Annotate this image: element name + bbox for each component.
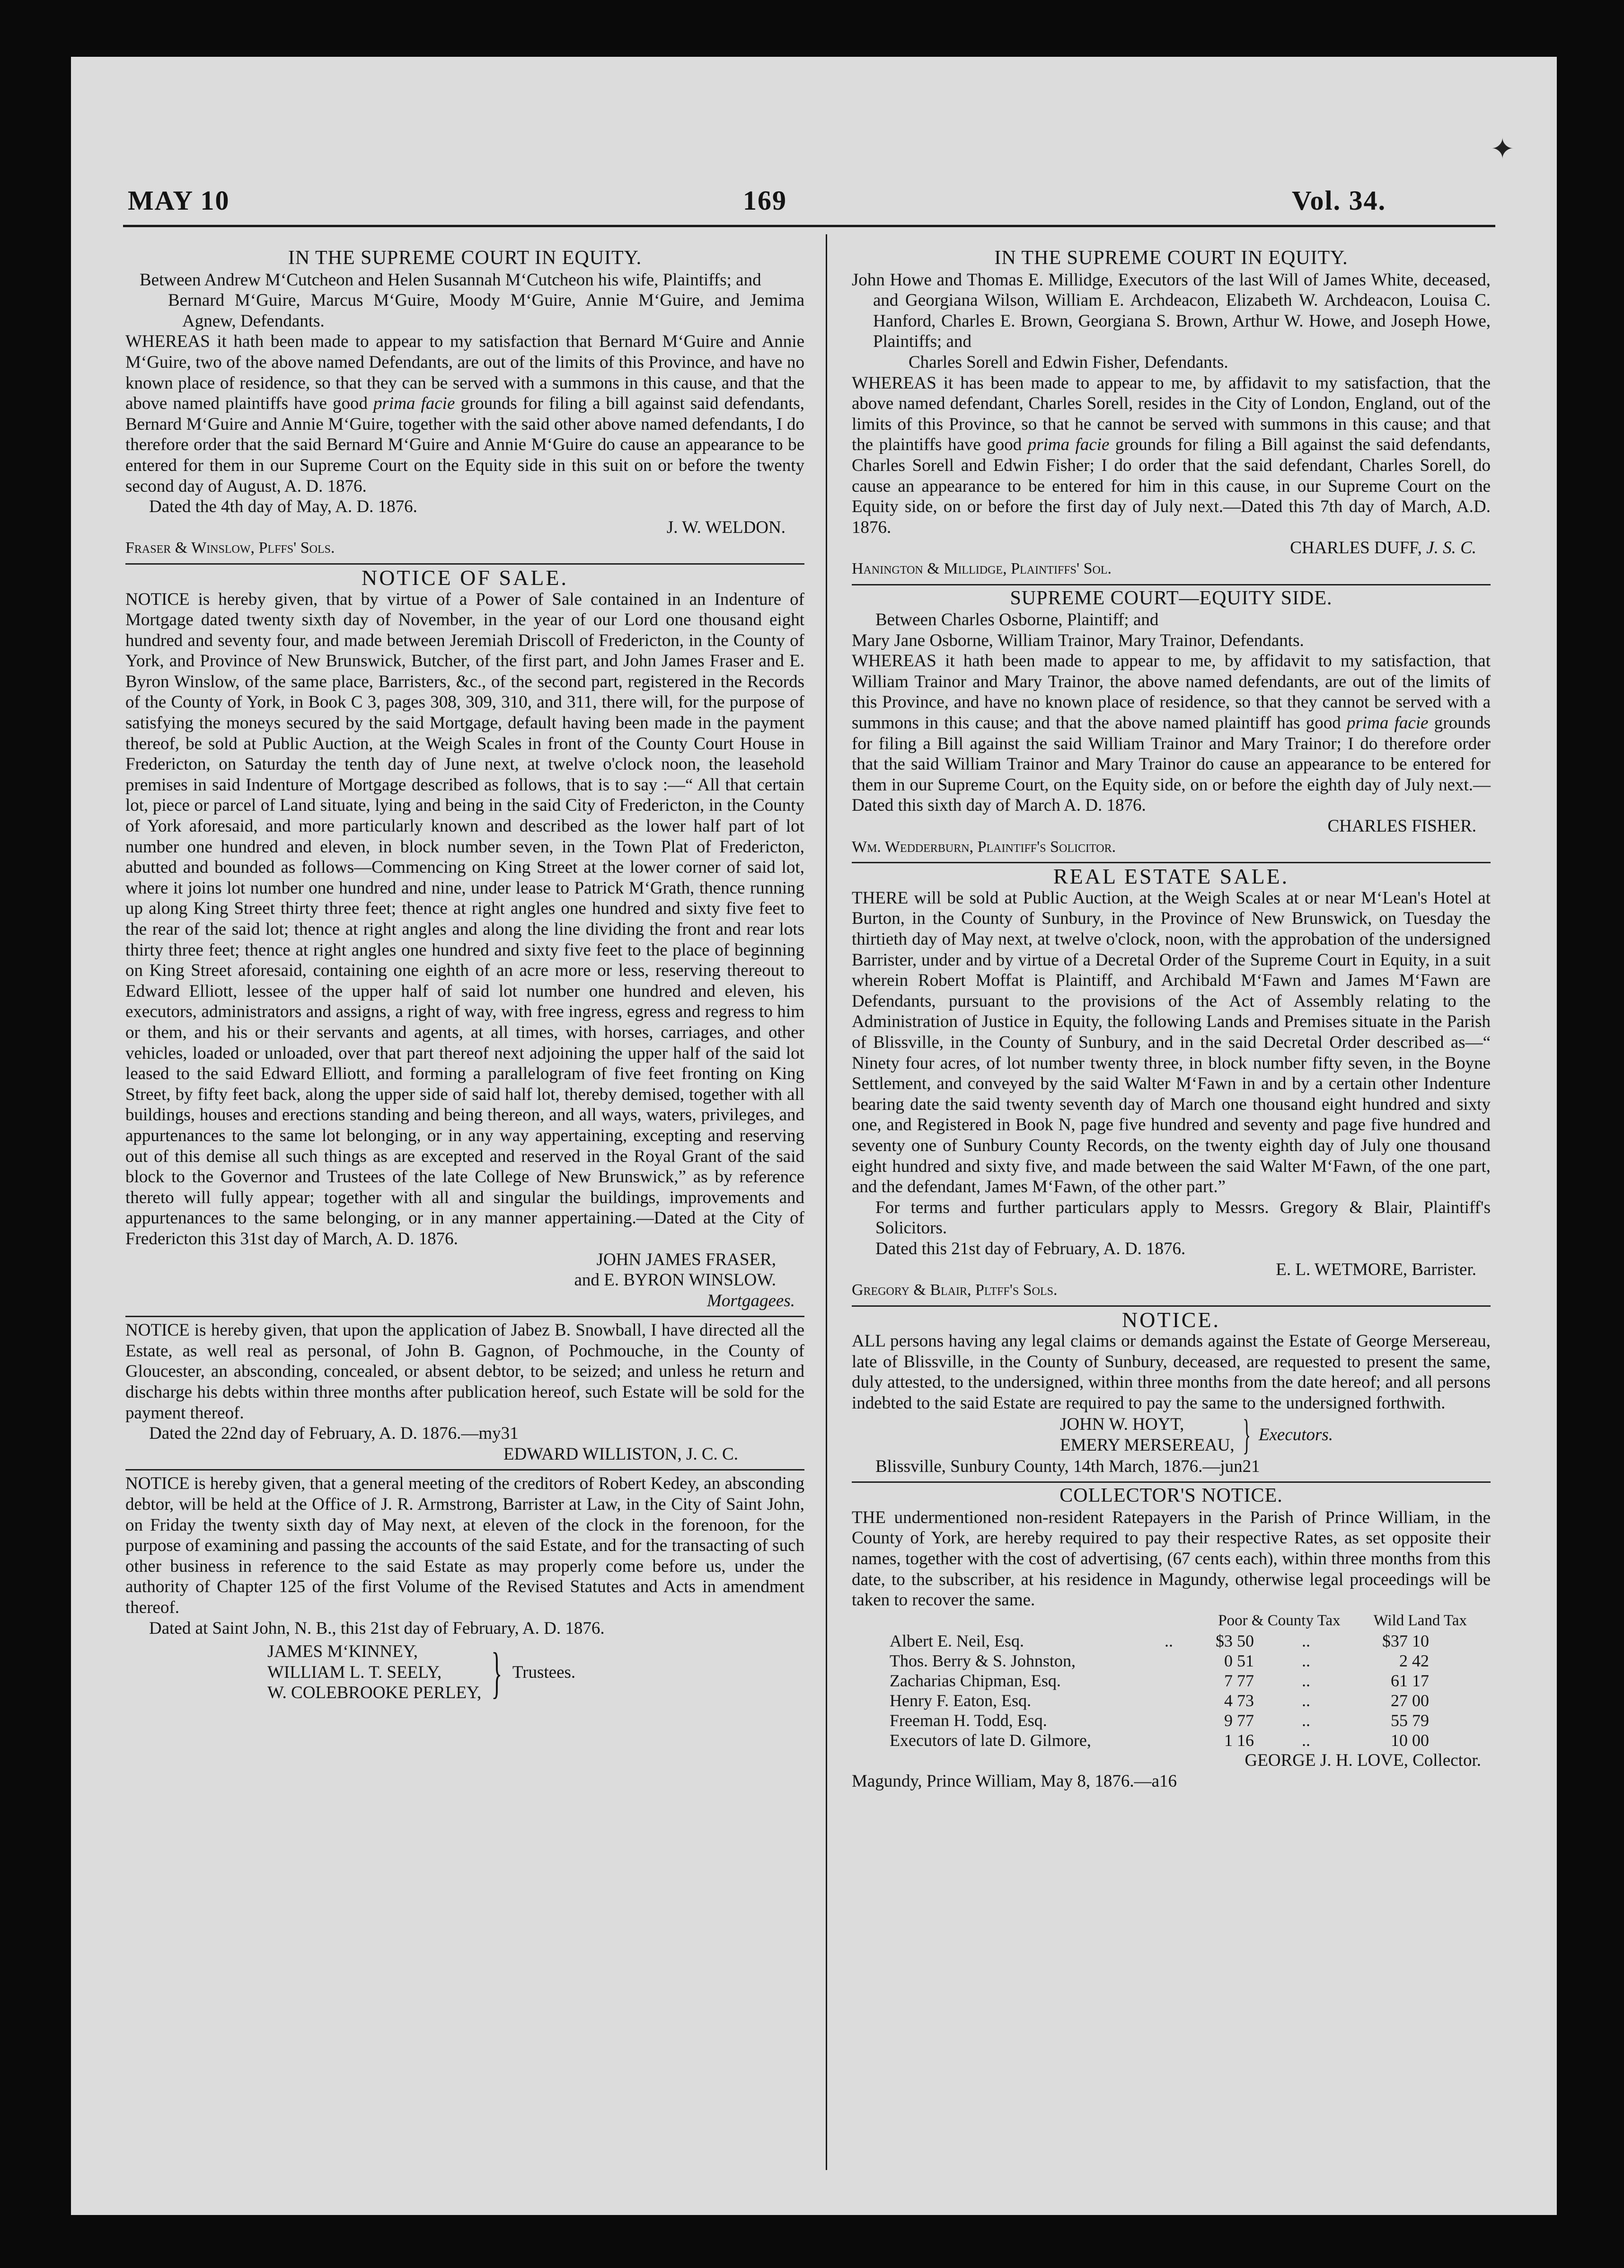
notice-body: WHEREAS it hath been made to appear to my satisfaction that Bernard M‘Guire and Annie M‘Guire, two of the above named Defendants, are out of the limits of this Province, and have no known place of residence, so that they can be served with a summons in this cause, and that the above named plaintiffs have good prima facie grounds for filing a bill against said defendants, Bernard M‘Guire and Annie M‘Guire, together with the said other above named defendants, I do therefore order that the said Bernard M‘Guire and Annie M‘Guire do cause an appearance to be entered for them in our Supreme Court on the Equity side in this suit on or before the twenty second day of August, A. D. 1876. [125, 332, 805, 496]
notice-place-date: Magundy, Prince William, May 8, 1876.—a16 [852, 1772, 1177, 1791]
notice-terms: For terms and further particulars apply to Messrs. Gregory & Blair, Plaintiff's Solicitors. [875, 1197, 1491, 1238]
creditors-meeting-notice [125, 1473, 804, 1703]
plaintiffs: Between Charles Osborne, Plaintiff; and [875, 610, 1159, 630]
table-row: Executors of late D. Gilmore, 1 16 .. 10 00 [890, 1731, 1429, 1750]
trustee-1: JAMES M‘KINNEY, [267, 1642, 418, 1662]
executors-label: Executors. [1258, 1425, 1333, 1444]
notice-body: ALL persons having any legal claims or demands against the Estate of George Mersereau, late of Blissville, in the County of Sunbury, deceased, are requested to present the same, duly attested, to the undersigned, within three months from the date hereof; and all persons indebted to the said Estate are required to pay the same to the undersigned forthwith. [852, 1331, 1491, 1413]
solicitors: Hanington & Millidge, Plaintiffs' Sol. [852, 559, 1112, 577]
table-row: Albert E. Neil, Esq. .. $3 50 .. $37 10 [890, 1631, 1429, 1651]
notice-body: THE undermentioned non-resident Ratepayers in the Parish of Prince William, in the County of York, are hereby required to pay their respective Rates, as set opposite their names, together with the cost of advertising, (67 cents each), within three months from this date, to the subscriber, at his residence in Magundy, otherwise legal proceedings will be taken to recover the same. [852, 1507, 1491, 1610]
notice-title: IN THE SUPREME COURT IN EQUITY. [288, 247, 642, 269]
barrister-signature: E. L. WETMORE, Barrister. [1276, 1259, 1476, 1279]
estate-notice [852, 1307, 1491, 1477]
solicitors: Wm. Wedderburn, Plaintiff's Solicitor. [852, 838, 1116, 856]
separator [125, 1316, 804, 1317]
executors-signature [1060, 1411, 1491, 1458]
equity-notice-mcguire [125, 248, 804, 558]
table-row: Freeman H. Todd, Esq. 9 77 .. 55 79 [890, 1711, 1429, 1730]
notice-body: NOTICE is hereby given, that by virtue of a Power of Sale contained in an Indenture of Mortgage dated twenty sixth day of November, in the year of our Lord one thousand eight hundred and seventy four, and made between Jeremiah Driscoll of Fredericton, in the County of York, and Province of New Brunswick, Butcher, of the first part, and John James Fraser and E. Byron Winslow, of the same place, Barristers, &c., of the second part, registered in the Records of the County of York, in Book C 3, pages 308, 309, 310, and 311, there will, for the purpose of satisfying the moneys secured by the said Mortgage, default having been made in the payment thereof, be sold at Public Auction, at the Weigh Scales in front of the County Court House in Fredericton, on Saturday the tenth day of June next, at twelve o'clock noon, the leasehold premises in said Indenture of Mortgage described as follows, that is to say :—“ All that certain lot, piece or parcel of Land situate, lying and being in the said City of Fredericton, in the County of York aforesaid, and more particularly known and described as the lower half part of lot number one hundred and eleven, in block number seven, in the Town Plat of Fredericton, abutted and bounded as follows—Commencing on King Street at the lower corner of said lot, where it joins lot number one hundred and nine, under lease to Patrick M‘Grath, thence running up along King Street thirty three feet; thence at right angles one hundred and sixty five feet to the rear of the said lot; thence at right angles and along the line dividing the front and rear lots thirty three feet; thence at right angles one hundred and sixty five feet to the place of beginning on King Street aforesaid, containing one eighth of an acre more or less, reserving thereout to Edward Elliott, lessee of the upper half of said lot number one hundred and eleven, his executors, administrators and assigns, a right of way, with free ingress, egress and regress to him or them, and his or their servants and agents, at all times, with horses, carriages, and other vehicles, loaded or unloaded, over that part thereof next adjoining the upper half of the said lot leased to the said Edward Elliott, and forming a parallelogram of five feet fronting on King Street, by fifty feet back, along the upper side of said half lot, thereby demised, together with all buildings, houses and erections standing and being thereon, and all ways, waters, privileges, and appurtenances to the same lot belonging, or in any way appertaining, excepting and reserving out of this demise all such things as are excepted and reserved in the Royal Grant of the said block to the Governor and Trustees of the late College of New Brunswick,” as by reference thereto will fully appear; together with all and singular the buildings, improvements and appurtenances to the same belonging, or in any manner appertaining.—Dated at the City of Fredericton this 31st day of March, A. D. 1876. [125, 589, 804, 1249]
notice-title: NOTICE. [1121, 1307, 1221, 1332]
defendants: Mary Jane Osborne, William Trainor, Mary Trainor, Defendants. [852, 630, 1304, 650]
volume-number: Vol. 34. [1292, 185, 1386, 216]
separator [852, 584, 1491, 585]
collectors-notice [852, 1486, 1491, 1791]
column-divider [826, 234, 827, 2170]
solicitors: Fraser & Winslow, Plffs' Sols. [125, 539, 335, 557]
notice-dated: Dated at Saint John, N. B., this 21st day of February, A. D. 1876. [149, 1618, 605, 1638]
notice-body: WHEREAS it has been made to appear to me, by affidavit to my satisfaction, that the above named defendant, Charles Sorell, resides in the City of London, England, out of the limits of this Province, so that he cannot be served with summons in this cause; and that the plaintiffs have good prima facie grounds for filing a Bill against the said defendants, Charles Sorell and Edwin Fisher; I do order that the said defendant, Charles Sorell, do cause an appearance to be entered for him in this cause, in our Supreme Court on the Equity side, on or before the first day of July next.—Dated this 7th day of March, A.D. 1876. [852, 373, 1491, 537]
brace: } [1242, 1411, 1251, 1458]
real-estate-sale [852, 866, 1491, 1300]
page-number: 169 [743, 185, 787, 216]
defendants: Bernard M‘Guire, Marcus M‘Guire, Moody M‘Guire, Annie M‘Guire, and Jemima Agnew, Defendants. [168, 291, 804, 331]
judge-signature: J. W. WELDON. [666, 517, 786, 537]
judge-signature: CHARLES FISHER. [1327, 816, 1476, 836]
right-column [852, 245, 1491, 1792]
notice-dated: Dated the 4th day of May, A. D. 1876. [149, 497, 417, 517]
notice-title: NOTICE OF SALE. [362, 565, 568, 590]
table-row: Henry F. Eaton, Esq. 4 73 .. 27 00 [890, 1691, 1429, 1710]
header-rule [123, 225, 1495, 227]
executor-1: JOHN W. HOYT, [1060, 1415, 1184, 1435]
table-row: Thos. Berry & S. Johnston, 0 51 .. 2 42 [890, 1651, 1429, 1671]
mortgagee-signature-1: JOHN JAMES FRASER, [596, 1249, 776, 1269]
executor-2: EMERY MERSEREAU, [1060, 1435, 1235, 1455]
absent-debtor-notice [125, 1320, 804, 1464]
column-header-wild-land: Wild Land Tax [1373, 1612, 1467, 1629]
tax-table-header [852, 1611, 1491, 1631]
separator [125, 563, 804, 565]
notice-body: NOTICE is hereby given, that a general meeting of the creditors of Robert Kedey, an absconding debtor, will be held at the Office of J. R. Armstrong, Barrister at Law, in the City of Saint John, on Friday the twenty sixth day of May next, at eleven of the clock in the forenoon, for the purpose of examining and passing the accounts of the said Estate, and for the transacting of such other business in reference to the said Estate as may properly come before us, under the authority of Chapter 125 of the first Volume of the Revised Statutes and Acts in amendment thereof. [125, 1474, 804, 1617]
trustee-2: WILLIAM L. T. SEELY, [267, 1662, 442, 1682]
defendants: Charles Sorell and Edwin Fisher, Defendants. [909, 352, 1228, 372]
notice-title: REAL ESTATE SALE. [1053, 864, 1289, 889]
issue-date: MAY 10 [128, 185, 230, 216]
equity-notice-howe [852, 248, 1491, 579]
equity-notice-osborne [852, 588, 1491, 858]
plaintiffs: Between Andrew M‘Cutcheon and Helen Susannah M‘Cutcheon his wife, Plaintiffs; and [140, 270, 761, 290]
trustees-signature [267, 1641, 804, 1703]
notice-body: WHEREAS it hath been made to appear to me, by affidavit to my satisfaction, that William Trainor and Mary Trainor, the above named defendants, are out of the limits of this Province, and have no known place of residence, so that they cannot be served with a summons in this cause; and that the above named plaintiff has good prima facie grounds for filing a Bill against the said William Trainor and Mary Trainor; I do therefore order that the said William Trainor and Mary Trainor do cause an appearance to be entered for them in our Supreme Court, on the Equity side, on or before the eighth day of July next.—Dated this sixth day of March A. D. 1876. [852, 651, 1491, 815]
notice-title: COLLECTOR'S NOTICE. [1059, 1485, 1283, 1507]
notice-place-date: Blissville, Sunbury County, 14th March, 1876.—jun21 [875, 1456, 1260, 1476]
separator [125, 1469, 804, 1471]
judge-signature: EDWARD WILLISTON, J. C. C. [503, 1444, 738, 1464]
brace: } [491, 1640, 503, 1704]
left-column [125, 245, 804, 1703]
solicitors: Gregory & Blair, Pltff's Sols. [852, 1281, 1058, 1299]
trustees-label: Trustees. [512, 1662, 576, 1682]
separator [852, 1481, 1491, 1483]
mortgagee-signature-2: and E. BYRON WINSLOW. [574, 1270, 776, 1290]
trustee-3: W. COLEBROOKE PERLEY, [267, 1683, 482, 1703]
judge-signature: CHARLES DUFF, J. S. C. [1290, 538, 1476, 558]
notice-title: IN THE SUPREME COURT IN EQUITY. [994, 247, 1348, 269]
table-row: Zacharias Chipman, Esq. 7 77 .. 61 17 [890, 1671, 1429, 1691]
notice-dated: Dated the 22nd day of February, A. D. 1876.—my31 [149, 1424, 519, 1444]
tax-table [852, 1631, 1491, 1750]
newspaper-page [71, 57, 1557, 2215]
ink-mark: ✦ [1491, 133, 1515, 165]
column-header-poor-county: Poor & County Tax [1218, 1612, 1341, 1629]
notice-body: NOTICE is hereby given, that upon the application of Jabez B. Snowball, I have directed all the Estate, as well real as personal, of John B. Gagnon, of Pochmouche, in the County of Gloucester, an absconding, concealed, or absent debtor, to be seized; and unless he return and discharge his debts within three months after publication hereof, such Estate will be sold for the payment thereof. [125, 1320, 804, 1423]
separator [852, 862, 1491, 863]
collector-signature: GEORGE J. H. LOVE, Collector. [1244, 1751, 1481, 1771]
notice-body: THERE will be sold at Public Auction, at the Weigh Scales at or near M‘Lean's Hotel at Burton, in the County of Sunbury, in the Province of New Brunswick, on Tuesday the thirtieth day of May next, at twelve o'clock, noon, with the approbation of the undersigned Barrister, under and by virtue of a Decretal Order of the Supreme Court in Equity, in a suit wherein Robert Moffat is Plaintiff, and Archibald M‘Fawn and James M‘Fawn are Defendants, pursuant to the provisions of the Act of Assembly relating to the Administration of Justice in Equity, the following Lands and Premises situate in the Parish of Blissville, in the County of Sunbury, and in the said Decretal Order described as—“ Ninety four acres, of lot number twenty three, in block number fifty seven, in the Boyne Settlement, and conveyed by the said Walter M‘Fawn in and by a certain other Indenture bearing date the said twenty seventh day of March one thousand eight hundred and sixty one, and Registered in Book N, page five hundred and seventy and page five hundred and seventy one of Sunbury County Records, on the twenty eighth day of July one thousand eight hundred and sixty five, and made between the said Walter M‘Fawn, of the one part, and the defendant, James M‘Fawn, of the other part.” [852, 888, 1491, 1197]
mortgagees-label: Mortgagees. [707, 1291, 795, 1311]
notice-dated: Dated this 21st day of February, A. D. 1876. [875, 1239, 1186, 1258]
plaintiffs: John Howe and Thomas E. Millidge, Executors of the last Will of James White, deceased, and Georgiana Wilson, William E. Archdeacon, Elizabeth W. Archdeacon, Louisa C. Hanford, Charles E. Brown, Georgiana S. Brown, Arthur W. Howe, and Joseph Howe, Plaintiffs; and [852, 270, 1491, 352]
notice-title: SUPREME COURT—EQUITY SIDE. [1010, 587, 1333, 609]
separator [852, 1305, 1491, 1307]
notice-of-sale [125, 567, 804, 1311]
